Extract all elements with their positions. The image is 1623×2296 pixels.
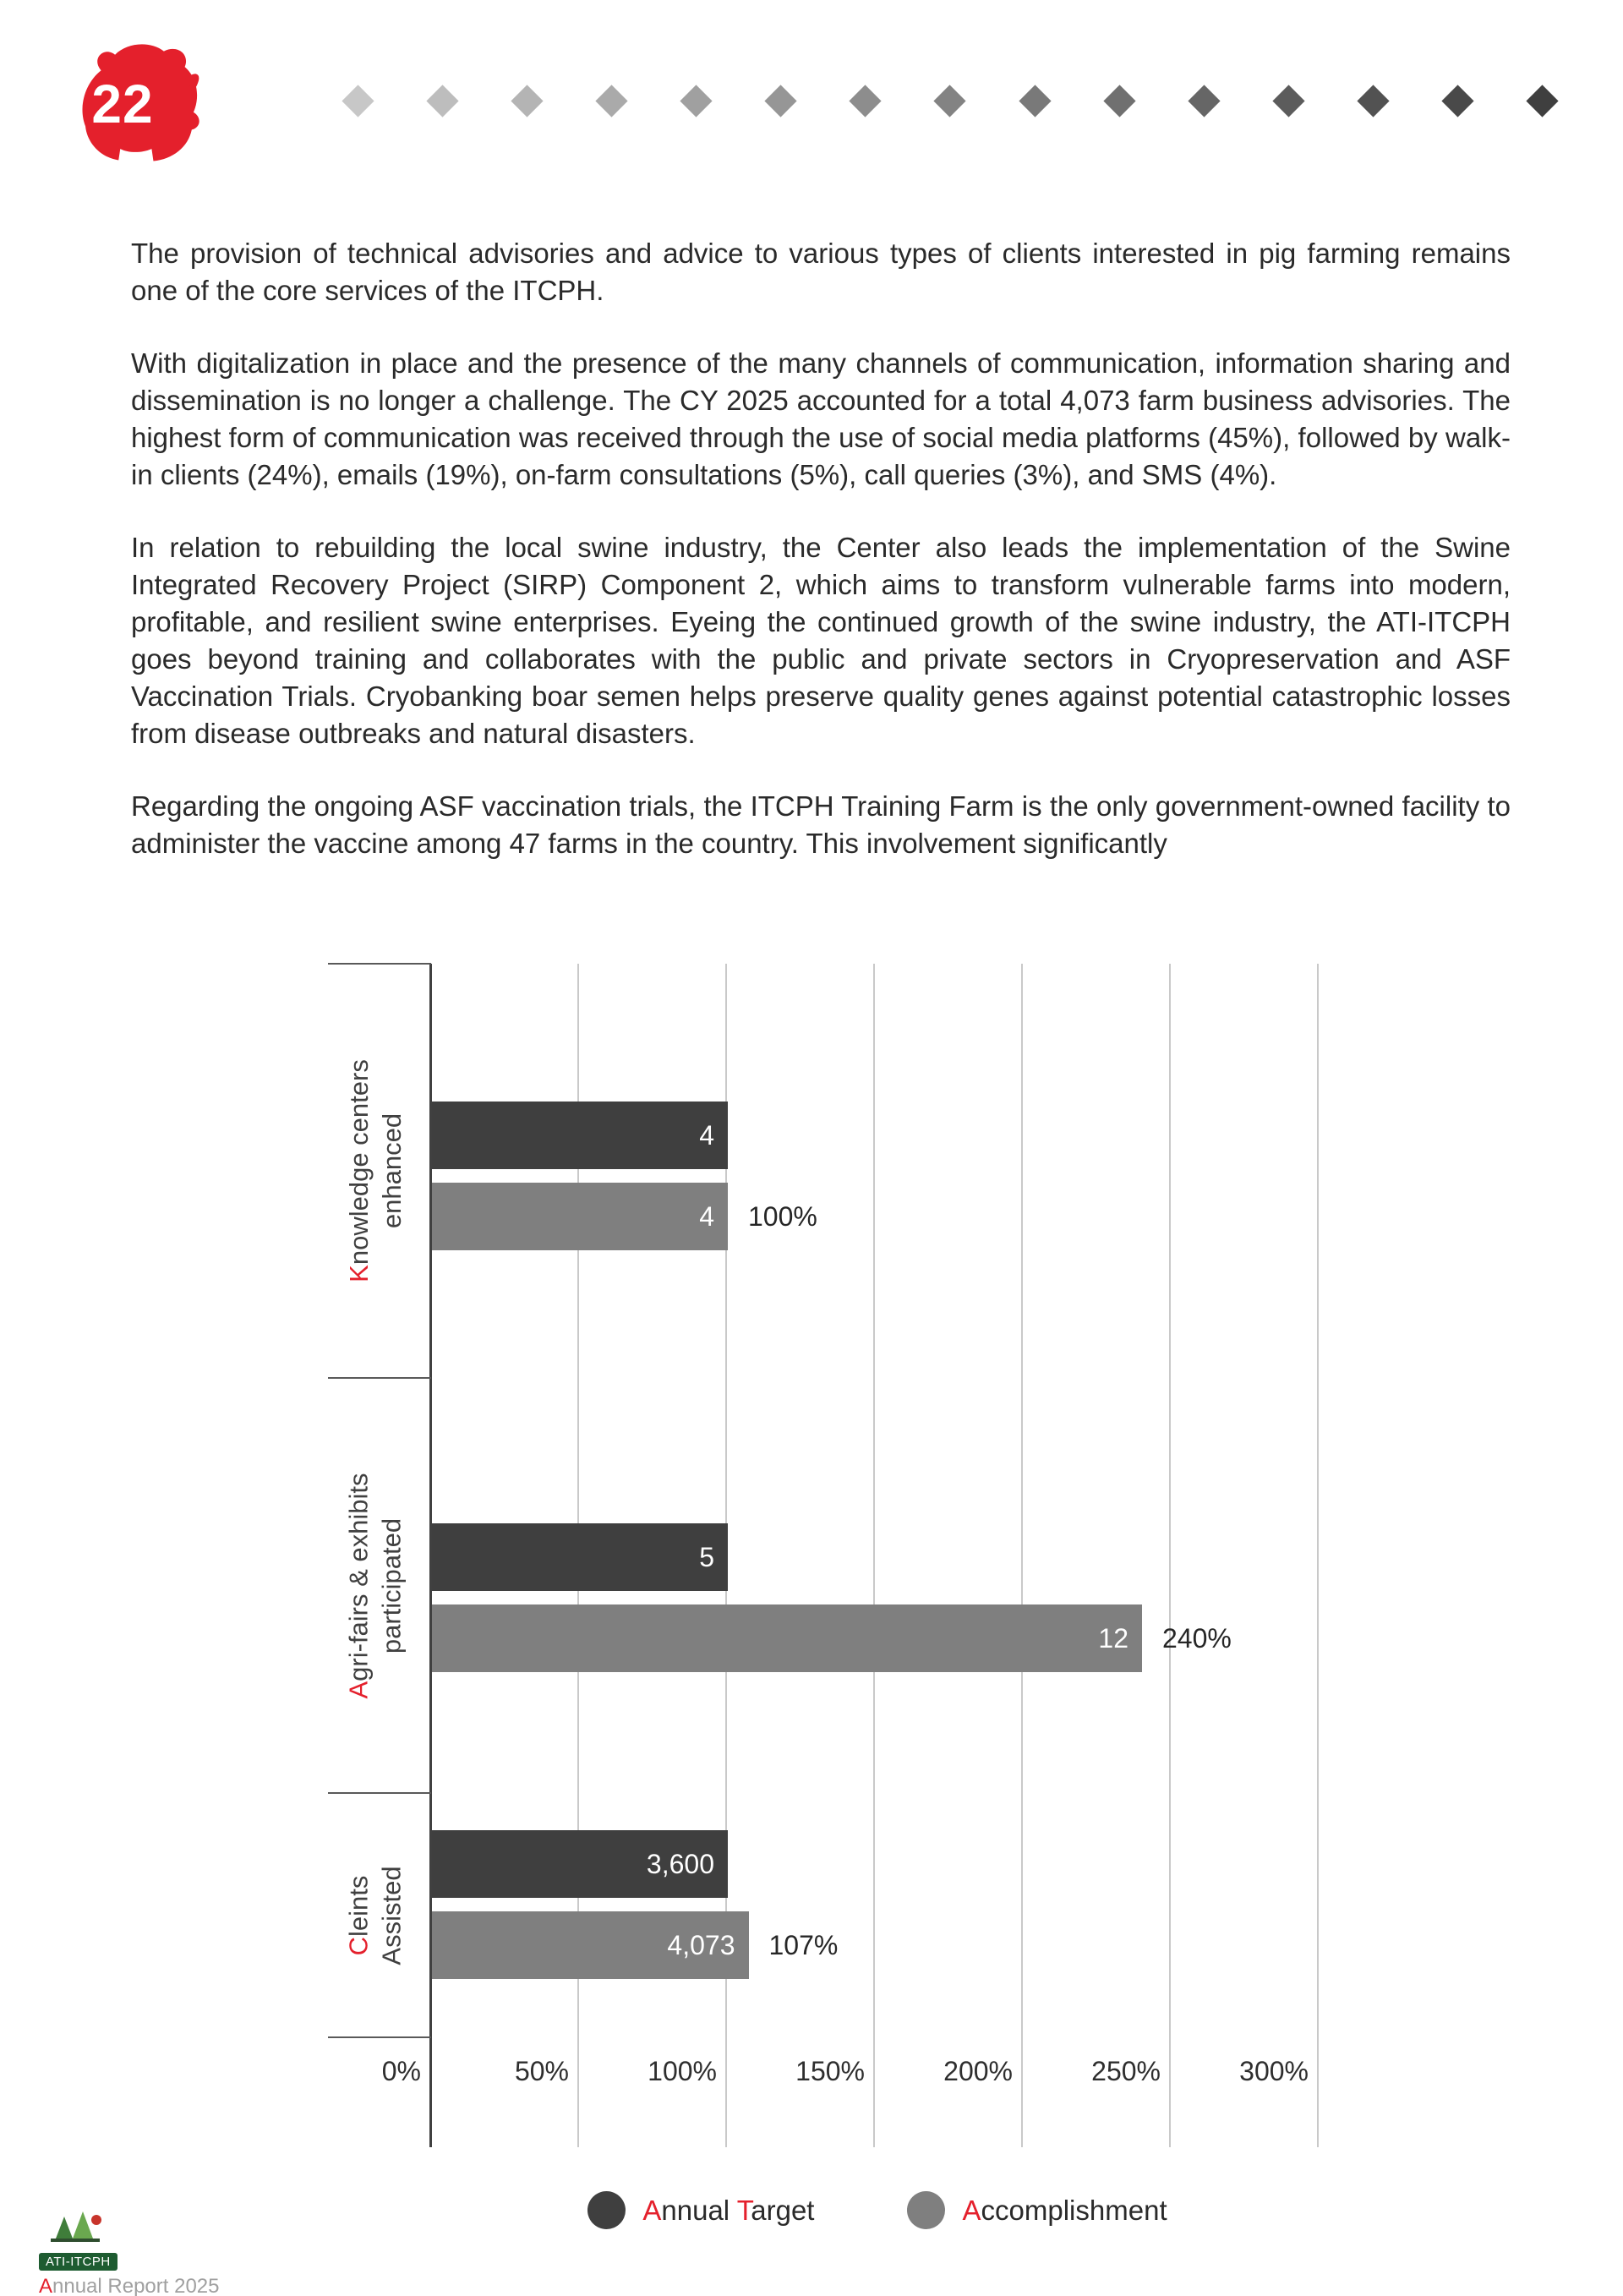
- diamond-icon: [1019, 85, 1051, 117]
- page-number: 22: [91, 74, 154, 134]
- paragraph-1: The provision of technical advisories and advice to various types of clients interested in pig farming remains one of the core services of the ITCPH.: [131, 238, 1511, 306]
- percent-label: 240%: [1162, 1622, 1232, 1654]
- target-bar: 5: [432, 1523, 728, 1591]
- page-number-badge: [73, 36, 208, 175]
- chart-plot: [429, 964, 1325, 2147]
- category-label: Cleints Assisted: [344, 1865, 407, 1965]
- legend-item: [907, 2191, 1167, 2229]
- diamond-icon: [596, 85, 628, 117]
- paragraph-3: In relation to rebuilding the local swine industry, the Center also leads the implementation of the Swine Integrated Recovery Project (SIRP) Component 2, which aims to transform vulnerable farms into modern, profitable, and resilient swine enterprises. Eyeing the continued growth of the swine industry, the ATI-ITCPH goes beyond training and collaborates with the public and private sectors in Cryopreservation and ASF Vaccination Trials. Cryobanking boar semen helps preserve quality genes against potential catastrophic losses from disease outbreaks and natural disasters.: [131, 532, 1511, 749]
- diamond-icon: [1441, 85, 1473, 117]
- x-tick-label: 150%: [795, 2056, 865, 2086]
- target-bar: 4: [432, 1102, 728, 1169]
- x-tick-label: 250%: [1091, 2056, 1161, 2086]
- diamond-icon: [342, 85, 374, 117]
- category-label: Agri-fairs & exhibits participated: [344, 1472, 407, 1699]
- diamond-icon: [1357, 85, 1389, 117]
- logo-banner: ATI-ITCPH: [39, 2253, 117, 2271]
- diamond-icon: [1272, 85, 1304, 117]
- diamond-icon: [1526, 85, 1558, 117]
- percent-label: 100%: [748, 1200, 817, 1232]
- diamond-icon: [765, 85, 797, 117]
- gridline: [1317, 964, 1319, 2147]
- diamond-icon: [934, 85, 966, 117]
- target-bar: 3,600: [432, 1830, 728, 1898]
- gridline: [1169, 964, 1171, 2147]
- x-tick-label: 300%: [1239, 2056, 1309, 2086]
- body-copy: [131, 235, 1511, 862]
- page-footer: [39, 2205, 292, 2296]
- bar-chart: [0, 964, 1623, 2206]
- accomplishment-bar: 4: [432, 1183, 728, 1250]
- x-tick-label: 0%: [381, 2056, 421, 2086]
- accomplishment-bar: 4,073: [432, 1911, 749, 1979]
- percent-label: 107%: [768, 1929, 839, 1960]
- diamond-icon: [511, 85, 544, 117]
- x-tick-label: 50%: [514, 2056, 569, 2086]
- diamond-icon: [1188, 85, 1220, 117]
- legend-label: Accomplishment: [962, 2194, 1167, 2226]
- gridline: [873, 964, 875, 2147]
- diamond-icon: [680, 85, 713, 117]
- gridline: [1021, 964, 1023, 2147]
- diamond-icon: [850, 85, 882, 117]
- legend-dot-icon: [907, 2191, 945, 2229]
- legend-label: Annual Target: [642, 2194, 815, 2226]
- footer-report-line: Annual Report 2025: [39, 2275, 220, 2296]
- accomplishment-bar: 12: [432, 1604, 1142, 1672]
- x-tick-label: 200%: [943, 2056, 1013, 2086]
- diamond-icon: [426, 85, 458, 117]
- chart-legend: [429, 2191, 1325, 2229]
- legend-dot-icon: [587, 2191, 626, 2229]
- ati-itcph-logo: [39, 2205, 120, 2249]
- category-label: Knowledge centers enhanced: [344, 1059, 407, 1282]
- x-tick-label: 100%: [648, 2056, 717, 2086]
- diamond-row: [347, 88, 1554, 113]
- paragraph-4: Regarding the ongoing ASF vaccination trials, the ITCPH Training Farm is the only government-owned facility to administer the vaccine among 47 farms in the country. This involvement significantly: [131, 790, 1511, 859]
- diamond-icon: [1103, 85, 1135, 117]
- legend-item: [587, 2191, 814, 2229]
- paragraph-2: With digitalization in place and the presence of the many channels of communication, information sharing and dissemination is no longer a challenge. The CY 2025 accounted for a total 4,073 farm business advisories. The highest form of communication was received through the use of social media platforms (45%), followed by walk-in clients (24%), emails (19%), on-farm consultations (5%), call queries (3%), and SMS (4%).: [131, 347, 1511, 490]
